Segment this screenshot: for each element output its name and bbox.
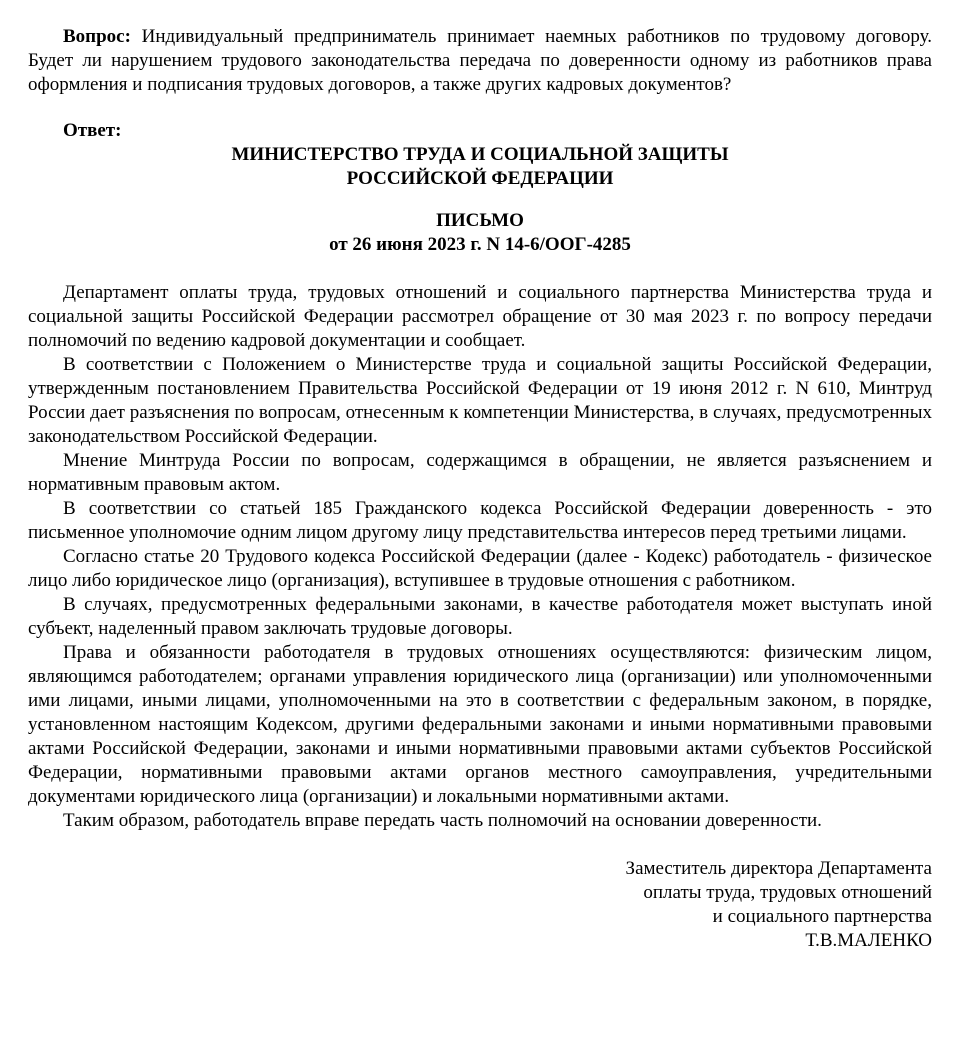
ministry-name-line2: РОССИЙСКОЙ ФЕДЕРАЦИИ [346, 168, 614, 189]
body-paragraph: Таким образом, работодатель вправе передать часть полномочий на основании доверенности. [63, 810, 822, 831]
body-paragraph: В соответствии с Положением о Министерстве труда и социальной защиты Российской Федерации, утвержденным постановлением Правительства Российской Федерации от 19 июня 2012 г. N 610, Минтруд России дает разъяснения по вопросам, отнесенным к компетенции Министерства, в случаях, предусмотренных законодательством Российской Федерации. [28, 354, 932, 447]
question-paragraph [28, 25, 932, 97]
body-paragraph: Права и обязанности работодателя в трудовых отношениях осуществляются: физическим лицом, являющимся работодателем; органами управления юридического лица (организации) или уполномоченными ими лицами, иными лицами, уполномоченными на это в соответствии с федеральным законом, в порядке, установленном настоящим Кодексом, другими федеральными законами и иными нормативными правовыми актами Российской Федерации, законами и иными нормативными правовыми актами субъектов Российской Федерации, нормативными правовыми актами органов местного самоуправления, учредительными документами юридического лица (организации) и локальными нормативными актами. [28, 642, 932, 807]
body-paragraph: В случаях, предусмотренных федеральными законами, в качестве работодателя может выступать иной субъект, наделенный правом заключать трудовые договоры. [28, 594, 932, 639]
letter-header [28, 209, 932, 257]
body-paragraph: Департамент оплаты труда, трудовых отношений и социального партнерства Министерства труда и социальной защиты Российской Федерации рассмотрел обращение от 30 мая 2023 г. по вопросу передачи полномочий по ведению кадровой документации и сообщает. [28, 282, 932, 351]
question-label: Вопрос: [63, 26, 131, 47]
body-paragraph: Согласно статье 20 Трудового кодекса Российской Федерации (далее - Кодекс) работодатель - физическое лицо либо юридическое лицо (организация), вступившее в трудовые отношения с работником. [28, 546, 932, 591]
letter-doc-type: ПИСЬМО [436, 210, 524, 231]
answer-label: Ответ: [63, 120, 122, 141]
body-paragraph: Мнение Минтруда России по вопросам, содержащимся в обращении, не является разъяснением и нормативным правовым актом. [28, 450, 932, 495]
letter-date-number: от 26 июня 2023 г. N 14-6/ООГ-4285 [329, 234, 631, 255]
ministry-name-line1: МИНИСТЕРСТВО ТРУДА И СОЦИАЛЬНОЙ ЗАЩИТЫ [231, 144, 729, 165]
signature-position-line1: Заместитель директора Департамента [625, 858, 932, 879]
ministry-header [28, 143, 932, 191]
signature-position-line3: и социального партнерства [712, 906, 932, 927]
body-paragraph: В соответствии со статьей 185 Гражданского кодекса Российской Федерации доверенность - это письменное уполномочие одним лицом другому лицу представительства интересов перед третьими лицами. [28, 498, 932, 543]
letter-body [28, 281, 932, 833]
signature-block [28, 857, 932, 953]
signature-name: Т.В.МАЛЕНКО [805, 930, 932, 951]
question-text: Индивидуальный предприниматель принимает наемных работников по трудовому договору. Будет ли нарушением трудового законодательства передача по доверенности одному из работников права оформления и подписания трудовых договоров, а также других кадровых документов? [28, 26, 933, 95]
answer-paragraph [28, 119, 932, 143]
signature-position-line2: оплаты труда, трудовых отношений [643, 882, 932, 903]
